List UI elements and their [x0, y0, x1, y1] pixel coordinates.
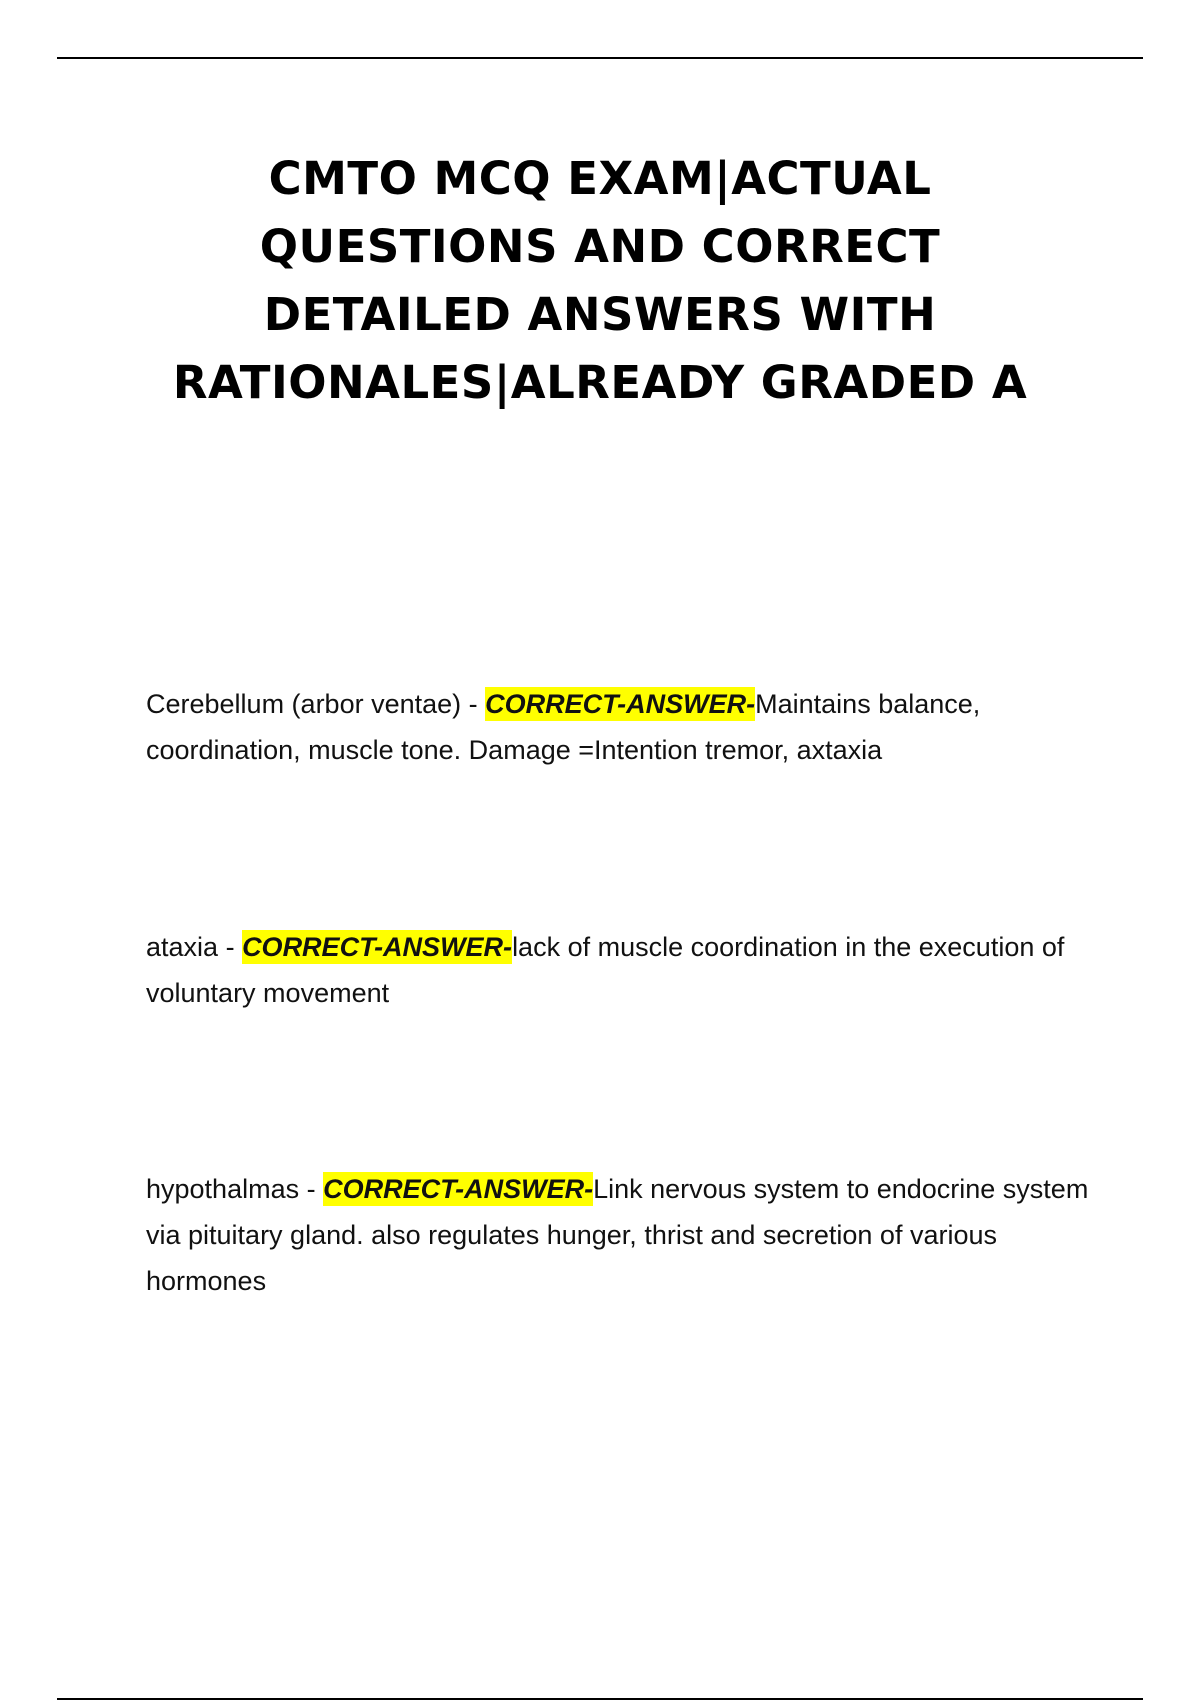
document-title	[100, 145, 1100, 417]
correct-answer-tag: CORRECT-ANSWER-	[485, 689, 756, 719]
title-line: DETAILED ANSWERS WITH	[263, 288, 937, 341]
title-line: CMTO MCQ EXAM|ACTUAL	[268, 152, 932, 205]
top-divider	[57, 57, 1143, 59]
correct-answer-tag: CORRECT-ANSWER-	[242, 932, 513, 962]
qa-entry	[146, 1166, 1096, 1304]
term-separator: -	[218, 932, 243, 962]
qa-entry	[146, 924, 1096, 1016]
correct-answer-tag: CORRECT-ANSWER-	[323, 1174, 594, 1204]
qa-entry	[146, 681, 1096, 773]
term-separator: -	[461, 689, 486, 719]
answer-text: lack of muscle coordination in the execution of voluntary movement	[146, 932, 1065, 1008]
question-term: Cerebellum (arbor ventae)	[146, 689, 462, 719]
title-line: QUESTIONS AND CORRECT	[259, 220, 941, 273]
term-separator: -	[299, 1174, 324, 1204]
answer-text: Link nervous system to endocrine system via pituitary gland. also regulates hunger, thrist and secretion of various hormones	[146, 1174, 1089, 1296]
title-line: RATIONALES|ALREADY GRADED A	[172, 356, 1028, 409]
answer-text: Maintains balance, coordination, muscle tone. Damage =Intention tremor, axtaxia	[146, 689, 981, 765]
question-term: hypothalmas	[146, 1174, 300, 1204]
question-term: ataxia	[146, 932, 219, 962]
